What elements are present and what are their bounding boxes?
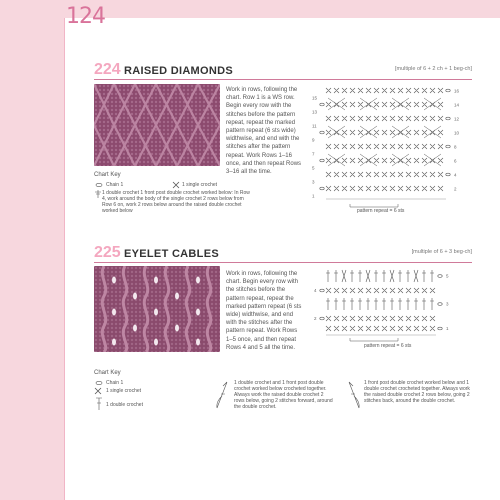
section-number: 224 xyxy=(94,61,121,78)
row-label-right: 1 xyxy=(446,326,449,331)
pattern-repeat-caption: pattern repeat = 6 sts xyxy=(357,208,405,214)
front-post-dc-icon xyxy=(94,189,102,199)
page-number: 124 xyxy=(66,4,105,29)
key-chain-label: Chain 1 xyxy=(106,380,124,386)
section-224-instructions: Work in rows, following the chart. Row 1 is a WS row. Begin every row with the stitches before the pattern repeat, repeat the marked pattern repeat (6 sts wide) widthwise, and end with the stitches after the pattern repeat. Work Rows 1–16 once, and then repeat Rows 3–16 all the time. xyxy=(226,87,302,176)
single-crochet-icon xyxy=(172,181,180,189)
row-label-right: 8 xyxy=(454,144,457,150)
row-label-right: 2 xyxy=(454,186,457,192)
row-label-right: 12 xyxy=(454,116,460,122)
double-crochet-icon xyxy=(95,397,103,411)
row-label-right: 14 xyxy=(454,102,460,108)
dc-fpdc-together-left-icon xyxy=(214,380,230,410)
margin-line xyxy=(64,18,65,500)
row-label-left: 9 xyxy=(312,137,315,143)
row-label-left: 11 xyxy=(312,123,317,129)
pattern-repeat-caption: pattern repeat = 6 sts xyxy=(364,343,412,348)
row-label-left: 7 xyxy=(312,151,315,157)
chart-key-title: Chart Key xyxy=(94,172,121,178)
chart-key-title: Chart Key xyxy=(94,370,121,376)
row-label-right: 4 xyxy=(454,172,457,178)
row-label-left: 13 xyxy=(312,109,318,115)
key-single-crochet-label: 1 single crochet xyxy=(106,388,142,394)
eyelet-cables-chart xyxy=(312,268,474,348)
row-label-right: 6 xyxy=(454,158,457,164)
key-double-crochet-label: 1 double crochet xyxy=(106,402,143,408)
section-225-header xyxy=(94,246,472,262)
chain-icon xyxy=(94,379,104,387)
key-front-post-label: 1 double crochet 1 front post double crochet worked below: In Row 4, work around the body of the single crochet 2 rows below from Row 6 on, work 2 rows below around the raised double crochet worked below xyxy=(102,190,250,214)
section-224-header xyxy=(94,63,472,79)
row-label-left: 5 xyxy=(312,165,315,171)
row-label-left: 1 xyxy=(312,193,315,199)
section-title: RAISED DIAMONDS xyxy=(124,65,234,77)
key-dc-fpdc-left-label: 1 double crochet and 1 front post double crochet worked below crocheted together. Always work the raised double crochet 2 rows below, going 2 stitches forward, around the double crochet. xyxy=(234,380,333,410)
row-label-right: 10 xyxy=(454,130,460,136)
single-crochet-icon xyxy=(94,387,102,395)
stitch-multiple: [multiple of 6 + 3 beg-ch] xyxy=(411,249,472,255)
book-page xyxy=(64,0,500,500)
row-label-right: 5 xyxy=(446,273,449,279)
header-band xyxy=(64,0,500,18)
raised-diamonds-swatch-photo xyxy=(94,84,220,166)
section-number: 225 xyxy=(94,244,121,261)
row-label-right: 3 xyxy=(446,301,449,307)
section-225-instructions: Work in rows, following the chart. Begin every row with the stitches before the pattern repeat, repeat the marked pattern repeat (6 sts wide) widthwise, and end with the stitches after the pattern repeat. Work Rows 1–5 once, and then repeat Rows 4 and 5 all the time. xyxy=(226,271,302,351)
eyelet-cables-swatch-photo xyxy=(94,266,220,352)
raised-diamonds-chart xyxy=(312,86,474,214)
section-rule xyxy=(94,79,472,80)
stitch-multiple: [multiple of 6 + 2 ch + 1 beg-ch] xyxy=(394,66,472,72)
row-label-left: 3 xyxy=(312,179,315,185)
section-title: EYELET CABLES xyxy=(124,248,219,260)
chain-icon xyxy=(94,181,104,189)
row-label-left: 4 xyxy=(314,288,317,293)
section-rule xyxy=(94,262,472,263)
fpdc-dc-together-right-icon xyxy=(346,380,362,410)
key-single-crochet-label: 1 single crochet xyxy=(182,182,218,188)
row-label-right: 16 xyxy=(454,88,460,94)
key-chain-label: Chain 1 xyxy=(106,182,124,188)
key-fpdc-dc-right-label: 1 front post double crochet worked below and 1 double crochet crocheted together. Always work the raised double crochet 2 rows below, going 2 stitches back, around the double crochet. xyxy=(364,380,470,404)
row-label-left: 15 xyxy=(312,95,318,101)
row-label-left: 2 xyxy=(314,316,317,321)
